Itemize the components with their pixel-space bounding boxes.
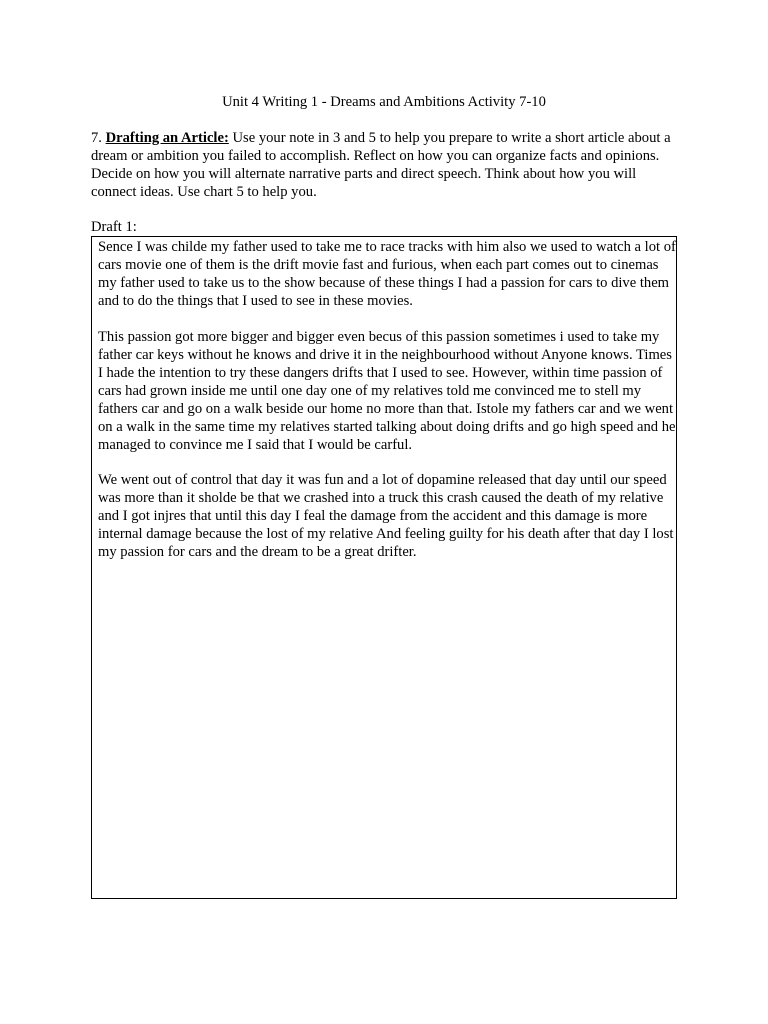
- draft-text-box[interactable]: [91, 236, 677, 899]
- draft-paragraph: We went out of control that day it was fun and a lot of dopamine released that day until our speed was more than it sholde be that we crashed into a truck this crash caused the death of my relative and I got injres that until this day I feal the damage from the accident and this damage is more internal damage because the lost of my relative And feeling guilty for his death after that day I lost my passion for cars and the dream to be a great drifter.: [98, 472, 674, 560]
- draft-paragraph: Sence I was childe my father used to take me to race tracks with him also we used to watch a lot of cars movie one of them is the drift movie fast and furious, when each part comes out to cinemas my father used to take us to the show because of these things I had a passion for cars to dive them and to do the things that I used to see in these movies.: [98, 239, 676, 309]
- question-heading: Drafting an Article:: [105, 130, 229, 146]
- draft-paragraph: This passion got more bigger and bigger even becus of this passion sometimes i used to take my father car keys without he knows and drive it in the neighbourhood without Anyone knows. Times I hade the intention to try these dangers drifts that I used to see. However, within time passion of cars had grown inside me until one day one of my relatives told me convinced me to stell my fathers car and go on a walk beside our home no more than that. Istole my fathers car and we went on a walk in the same time my relatives started talking about doing drifts and go high speed and he managed to convince me I said that I would be carful.: [98, 328, 676, 453]
- draft-text: [98, 238, 676, 579]
- page-title: Unit 4 Writing 1 - Dreams and Ambitions Activity 7-10: [222, 94, 546, 110]
- question-number: 7.: [91, 130, 102, 146]
- question-instructions: [91, 129, 681, 201]
- question-text: Use your note in 3 and 5 to help you prepare to write a short article about a dream or ambition you failed to accomplish. Reflect on how you can organize facts and opinions. Decide on how you will alternate narrative parts and direct speech. Think about how you will connect ideas. Use chart 5 to help you.: [91, 130, 671, 200]
- draft-label: Draft 1:: [91, 219, 137, 235]
